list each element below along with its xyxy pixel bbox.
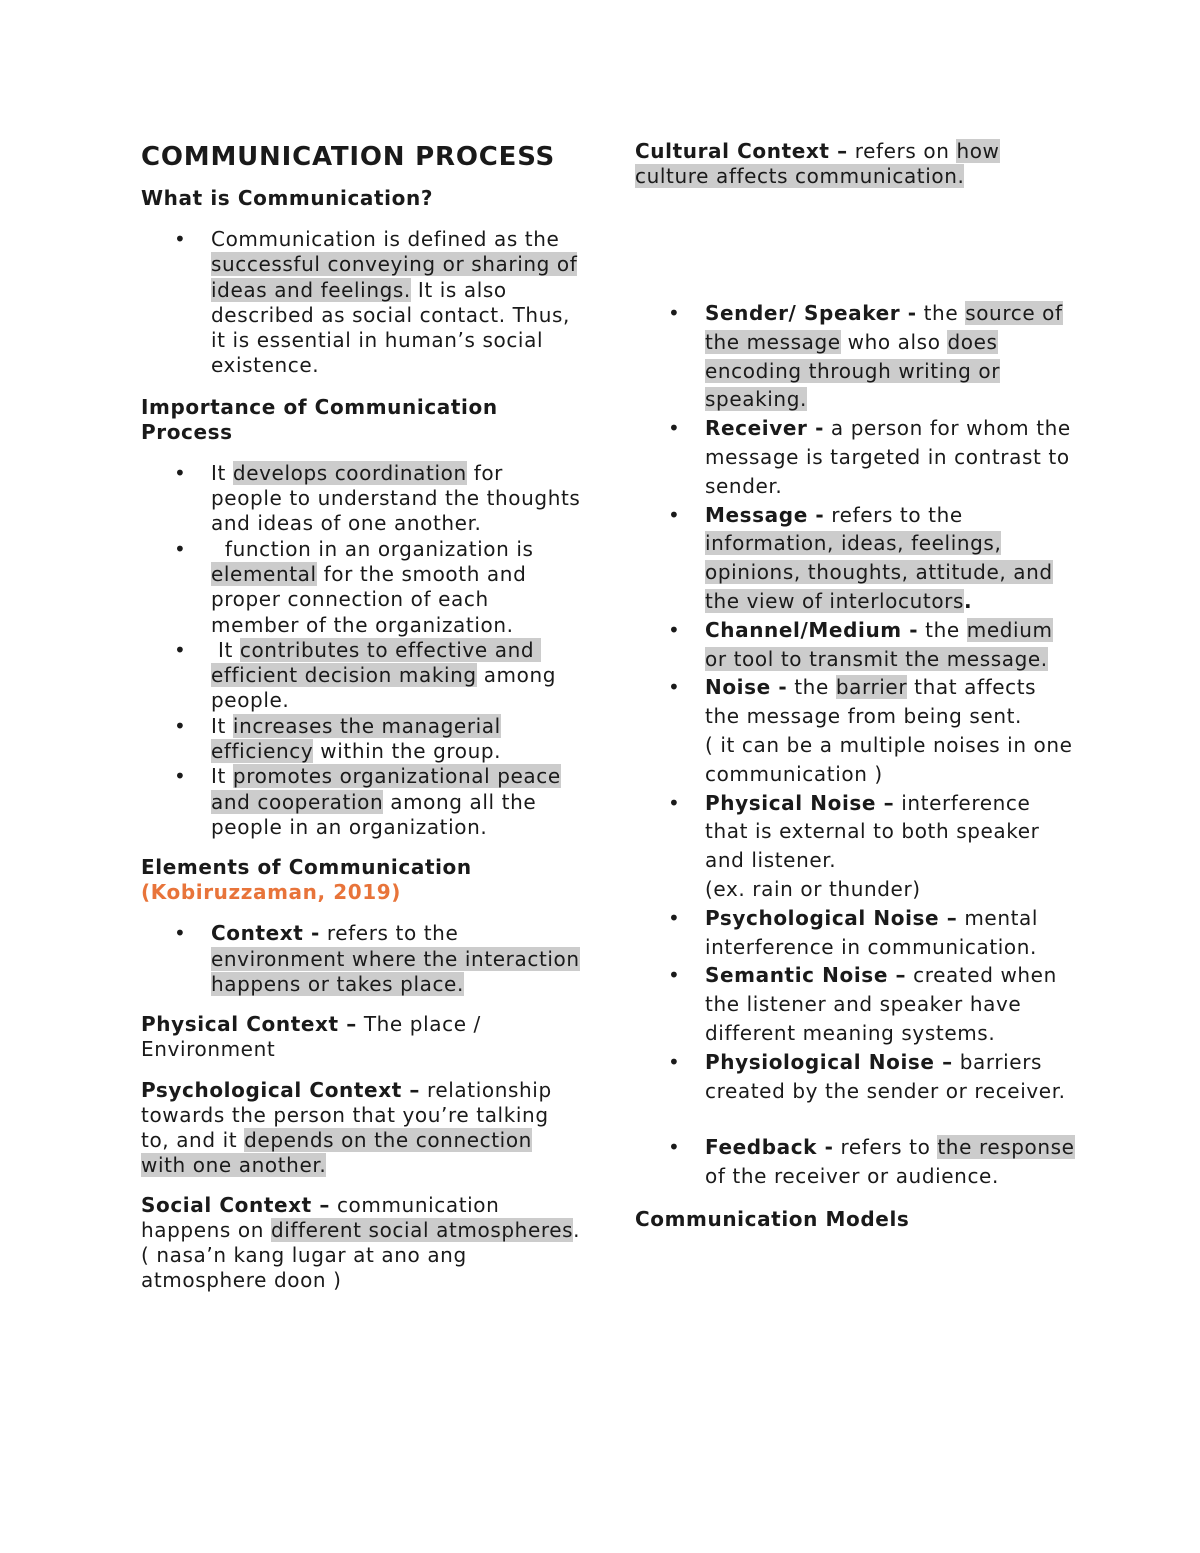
list-item: • It develops coordination for people to understand the thoughts and ideas of one another.: [141, 461, 581, 537]
page-title: COMMUNICATION PROCESS: [141, 142, 556, 172]
cultural-context: Cultural Context – refers on how culture affects communication.: [635, 139, 1000, 188]
importance-heading: Importance of Communication Process: [141, 394, 498, 444]
list-item: • It increases the managerial efficiency within the group.: [141, 714, 581, 765]
physical-context: Physical Context – The place / Environment: [141, 1012, 481, 1062]
list-item: • It contributes to effective and efficient decision making among people.: [141, 638, 581, 714]
elements-heading: [141, 855, 581, 905]
components-list: [635, 299, 1075, 1191]
list-item: • Noise - the barrier that affects the message from being sent. ( it can be a multiple noises in one communication ): [635, 673, 1075, 788]
list-item: • Context - refers to the environment where the interaction happens or takes place.: [141, 921, 581, 997]
list-item: • function in an organization is elemental for the smooth and proper connection of each member of the organization.: [141, 537, 581, 638]
left-column: [141, 140, 581, 1293]
list-item: • Communication is defined as the successful conveying or sharing of ideas and feelings. It is also described as social contact. Thus, it is essential in human’s social existence.: [141, 227, 581, 379]
right-column: [635, 139, 1075, 1232]
list-item: • Feedback - refers to the response of the receiver or audience.: [635, 1133, 1075, 1191]
list-item: • Receiver - a person for whom the message is targeted in contrast to sender.: [635, 414, 1075, 500]
social-context: Social Context – communication happens on different social atmospheres. ( nasa’n kang lugar at ano ang atmosphere doon ): [141, 1193, 581, 1293]
models-heading: Communication Models: [635, 1206, 910, 1231]
list-item: • Channel/Medium - the medium or tool to transmit the message.: [635, 616, 1075, 674]
list-item: • Semantic Noise – created when the listener and speaker have different meaning systems.: [635, 961, 1075, 1047]
psychological-context: Psychological Context – relationship towards the person that you’re talking to, and it depends on the connection with one another.: [141, 1078, 552, 1178]
what-heading: What is Communication?: [141, 186, 434, 210]
list-item: • Sender/ Speaker - the source of the message who also does encoding through writing or speaking.: [635, 299, 1075, 414]
elements-heading-text: Elements of Communication: [141, 855, 472, 880]
what-list: [141, 227, 581, 379]
citation: (Kobiruzzaman, 2019): [141, 880, 402, 905]
list-item: • Message - refers to the information, ideas, feelings, opinions, thoughts, attitude, and the view of interlocutors.: [635, 501, 1075, 616]
importance-list: [141, 461, 581, 840]
list-item: • Physiological Noise – barriers created by the sender or receiver.: [635, 1048, 1075, 1106]
list-item: • Physical Noise – interference that is external to both speaker and listener. (ex. rain or thunder): [635, 789, 1075, 904]
list-item: • It promotes organizational peace and cooperation among all the people in an organization.: [141, 764, 581, 840]
elements-list: [141, 921, 581, 997]
list-item: • Psychological Noise – mental interference in communication.: [635, 904, 1075, 962]
